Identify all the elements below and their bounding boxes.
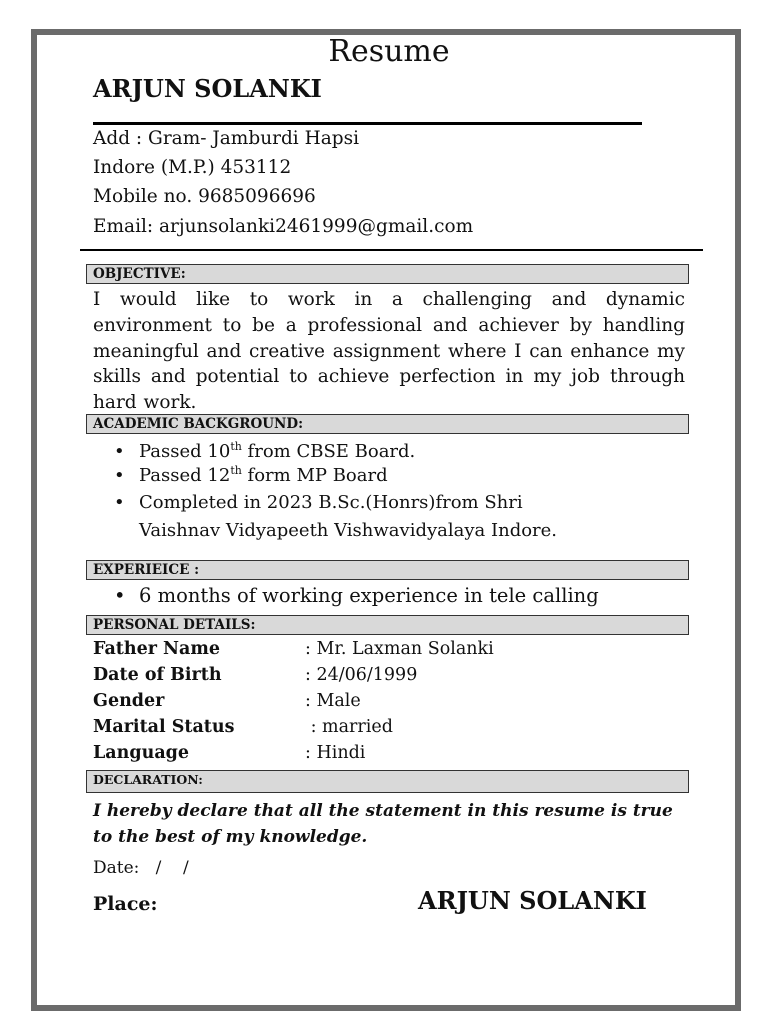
address-line-1: Add : Gram- Jamburdi Hapsi [93, 128, 360, 149]
father-name-label: Father Name [93, 639, 221, 659]
bullet-icon: • [114, 584, 126, 607]
dob-label: Date of Birth [93, 665, 222, 685]
objective-heading: OBJECTIVE: [86, 264, 689, 284]
gender-label: Gender [93, 691, 165, 711]
experience-item-1: 6 months of working experience in tele calling [139, 584, 599, 607]
marital-status-value: : married [305, 717, 393, 737]
academic-item-3-line-2: Vaishnav Vidyapeeth Vishwavidyalaya Indore. [139, 520, 558, 541]
objective-text: I would like to work in a challenging and dynamic environment to be a professional and achiever by handling meaningful and creative assignment where I can enhance my skills and potential to achieve perfection in my job through hard work. [93, 289, 685, 414]
language-value: : Hindi [305, 743, 366, 763]
contact-divider [80, 249, 703, 251]
document-title: Resume [328, 34, 450, 69]
bullet-icon: • [114, 492, 125, 513]
experience-heading: EXPERIEICE : [86, 560, 689, 580]
email-address: Email: arjunsolanki2461999@gmail.com [93, 216, 474, 237]
personal-details-heading: PERSONAL DETAILS: [86, 615, 689, 635]
academic-item-3-line-1: Completed in 2023 B.Sc.(Honrs)from Shri [139, 492, 523, 513]
academic-heading: ACADEMIC BACKGROUND: [86, 414, 689, 434]
address-line-2: Indore (M.P.) 453112 [93, 157, 292, 178]
date-field: Date: / / [93, 858, 189, 878]
candidate-name: ARJUN SOLANKI [93, 74, 322, 103]
bullet-icon: • [114, 441, 125, 462]
academic-item-1: Passed 10th from CBSE Board. [139, 440, 416, 462]
place-field: Place: [93, 893, 158, 915]
marital-status-label: Marital Status [93, 717, 235, 737]
academic-item-2: Passed 12th form MP Board [139, 464, 388, 486]
language-label: Language [93, 743, 190, 763]
signature-name: ARJUN SOLANKI [418, 886, 647, 915]
dob-value: : 24/06/1999 [305, 665, 418, 685]
mobile-number: Mobile no. 9685096696 [93, 186, 316, 207]
name-underline [93, 122, 642, 125]
father-name-value: : Mr. Laxman Solanki [305, 639, 494, 659]
declaration-heading: DECLARATION: [86, 770, 689, 793]
gender-value: : Male [305, 691, 361, 711]
bullet-icon: • [114, 465, 125, 486]
declaration-text: I hereby declare that all the statement in this resume is true to the best of my knowledge. [93, 801, 673, 847]
